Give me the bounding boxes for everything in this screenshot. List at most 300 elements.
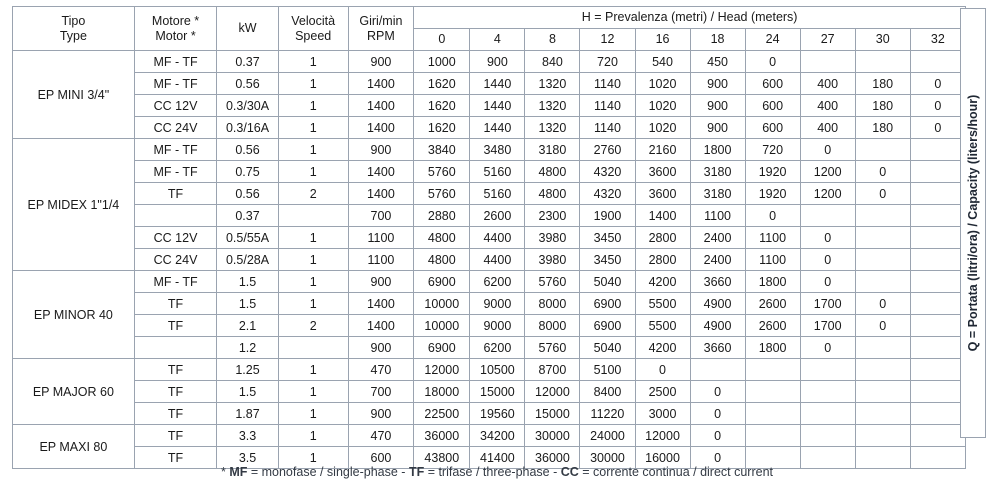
cell-rpm: 900 [348,337,414,359]
footnote-tf-text: = trifase / three-phase - [424,465,561,479]
cell-capacity [910,337,965,359]
cell-capacity: 4200 [635,337,690,359]
cell-capacity: 3000 [635,403,690,425]
cell-capacity [910,205,965,227]
table-row [13,117,966,139]
cell-capacity [855,425,910,447]
cell-motore: MF - TF [134,139,217,161]
cell-capacity: 3180 [525,139,580,161]
cell-capacity: 180 [855,117,910,139]
table-row [13,425,966,447]
cell-capacity: 34200 [470,425,525,447]
cell-capacity: 1900 [580,205,635,227]
cell-capacity [910,315,965,337]
cell-rpm: 1400 [348,117,414,139]
cell-capacity: 1700 [800,315,855,337]
cell-capacity: 1200 [800,161,855,183]
header-motore-en: Motor * [155,28,196,43]
cell-capacity: 840 [525,51,580,73]
cell-motore [134,337,217,359]
cell-kw: 1.2 [217,337,278,359]
header-head-18: 18 [690,29,745,51]
cell-capacity: 1020 [635,73,690,95]
cell-kw: 0.37 [217,205,278,227]
cell-motore: TF [134,359,217,381]
header-tipo-en: Type [59,28,87,43]
cell-capacity: 1620 [414,73,470,95]
cell-capacity: 3600 [635,183,690,205]
cell-kw: 2.1 [217,315,278,337]
cell-capacity: 19560 [470,403,525,425]
cell-capacity [855,271,910,293]
cell-rpm: 1400 [348,183,414,205]
cell-capacity: 0 [855,183,910,205]
model-name-cell: EP MIDEX 1"1/4 [13,139,135,271]
cell-capacity: 1200 [800,183,855,205]
cell-capacity: 3600 [635,161,690,183]
cell-capacity: 30000 [525,425,580,447]
table-row [13,293,966,315]
cell-capacity: 400 [800,117,855,139]
cell-capacity: 4800 [414,227,470,249]
cell-capacity: 0 [855,161,910,183]
table-row [13,381,966,403]
cell-capacity: 4800 [525,161,580,183]
cell-rpm: 1100 [348,227,414,249]
footnote-star: * [220,465,230,479]
cell-capacity: 1140 [580,73,635,95]
table-row [13,161,966,183]
cell-capacity: 2600 [470,205,525,227]
cell-capacity [910,161,965,183]
cell-capacity: 1100 [745,249,800,271]
cell-capacity [910,227,965,249]
header-kw: kW [217,7,278,51]
cell-vel: 1 [278,271,348,293]
cell-capacity: 1100 [690,205,745,227]
table-row [13,359,966,381]
cell-capacity [745,403,800,425]
cell-rpm: 600 [348,447,414,469]
cell-capacity: 3980 [525,227,580,249]
cell-rpm: 470 [348,359,414,381]
cell-rpm: 470 [348,425,414,447]
cell-kw: 0.5/55A [217,227,278,249]
cell-capacity: 16000 [635,447,690,469]
header-rpm-it: Giri/min [359,14,403,29]
header-head-4: 4 [470,29,525,51]
cell-capacity: 43800 [414,447,470,469]
cell-capacity: 0 [800,337,855,359]
cell-capacity: 6900 [580,293,635,315]
cell-capacity: 1920 [745,161,800,183]
cell-capacity: 6900 [414,271,470,293]
cell-capacity: 1320 [525,117,580,139]
cell-capacity: 1140 [580,117,635,139]
cell-kw: 0.56 [217,139,278,161]
cell-capacity: 5760 [414,161,470,183]
cell-capacity [855,381,910,403]
cell-capacity: 5500 [635,315,690,337]
cell-capacity: 4800 [414,249,470,271]
cell-capacity: 450 [690,51,745,73]
cell-capacity: 10500 [470,359,525,381]
cell-capacity: 5160 [470,183,525,205]
cell-capacity: 2400 [690,249,745,271]
header-tipo-it: Tipo [61,14,86,29]
cell-capacity: 18000 [414,381,470,403]
cell-capacity: 30000 [580,447,635,469]
cell-capacity [745,359,800,381]
cell-kw: 0.56 [217,73,278,95]
cell-capacity: 540 [635,51,690,73]
cell-capacity: 600 [745,95,800,117]
cell-capacity: 0 [635,359,690,381]
cell-capacity: 3980 [525,249,580,271]
table-row [13,249,966,271]
cell-kw: 1.5 [217,271,278,293]
cell-capacity: 1440 [470,73,525,95]
cell-capacity: 2160 [635,139,690,161]
table-header [13,7,966,51]
table-row [13,271,966,293]
cell-motore: TF [134,381,217,403]
cell-vel: 1 [278,359,348,381]
cell-rpm: 1400 [348,73,414,95]
cell-capacity [910,293,965,315]
cell-capacity: 4400 [470,249,525,271]
cell-vel: 1 [278,381,348,403]
cell-rpm: 900 [348,271,414,293]
cell-capacity: 1800 [745,271,800,293]
cell-capacity: 900 [690,73,745,95]
cell-capacity: 5100 [580,359,635,381]
cell-capacity: 0 [800,139,855,161]
footnote-mf: MF [229,465,248,479]
cell-vel: 1 [278,293,348,315]
cell-capacity: 22500 [414,403,470,425]
cell-capacity: 4900 [690,293,745,315]
cell-capacity: 8000 [525,293,580,315]
cell-capacity: 3660 [690,337,745,359]
header-head-27: 27 [800,29,855,51]
cell-capacity: 720 [745,139,800,161]
cell-vel: 1 [278,139,348,161]
cell-motore: TF [134,447,217,469]
cell-capacity: 3840 [414,139,470,161]
cell-vel: 1 [278,95,348,117]
cell-capacity: 6200 [470,337,525,359]
cell-capacity [910,425,965,447]
table-row [13,95,966,117]
cell-capacity: 600 [745,73,800,95]
cell-capacity [690,359,745,381]
cell-capacity: 3480 [470,139,525,161]
cell-kw: 1.25 [217,359,278,381]
cell-capacity: 36000 [414,425,470,447]
table-body [13,51,966,469]
cell-kw: 1.5 [217,381,278,403]
cell-capacity [910,271,965,293]
cell-capacity: 1000 [414,51,470,73]
cell-rpm: 1400 [348,95,414,117]
cell-capacity: 0 [855,315,910,337]
cell-capacity: 5040 [580,337,635,359]
cell-capacity: 0 [690,425,745,447]
header-head-32: 32 [910,29,965,51]
header-velocita [278,7,348,51]
cell-kw: 3.5 [217,447,278,469]
cell-vel: 1 [278,227,348,249]
cell-capacity [800,403,855,425]
table-row [13,337,966,359]
cell-rpm: 900 [348,51,414,73]
cell-rpm: 1400 [348,293,414,315]
cell-capacity: 0 [800,249,855,271]
cell-vel: 2 [278,183,348,205]
cell-kw: 0.56 [217,183,278,205]
cell-vel: 1 [278,51,348,73]
cell-capacity: 2800 [635,249,690,271]
model-name-cell: EP MINI 3/4" [13,51,135,139]
cell-capacity: 400 [800,73,855,95]
cell-capacity [910,183,965,205]
cell-capacity [910,381,965,403]
header-head-24: 24 [745,29,800,51]
cell-capacity: 1920 [745,183,800,205]
table-row [13,183,966,205]
cell-rpm: 1100 [348,249,414,271]
cell-rpm: 700 [348,205,414,227]
cell-vel: 1 [278,73,348,95]
cell-capacity: 3180 [690,161,745,183]
cell-capacity: 180 [855,73,910,95]
pump-performance-table [12,6,966,469]
cell-capacity [910,51,965,73]
cell-kw: 0.3/16A [217,117,278,139]
cell-capacity: 0 [855,293,910,315]
header-head-12: 12 [580,29,635,51]
cell-capacity: 6200 [470,271,525,293]
cell-capacity: 2500 [635,381,690,403]
cell-capacity: 0 [690,381,745,403]
cell-capacity: 5760 [414,183,470,205]
cell-capacity: 41400 [470,447,525,469]
cell-vel [278,205,348,227]
cell-capacity: 2800 [635,227,690,249]
cell-capacity: 15000 [525,403,580,425]
cell-rpm: 900 [348,139,414,161]
cell-vel: 1 [278,161,348,183]
cell-capacity: 1440 [470,117,525,139]
cell-capacity: 5760 [525,337,580,359]
cell-capacity: 1800 [745,337,800,359]
table-row [13,315,966,337]
cell-capacity: 1320 [525,95,580,117]
cell-capacity: 0 [690,447,745,469]
cell-capacity: 10000 [414,293,470,315]
cell-capacity [855,249,910,271]
header-velocita-en: Speed [295,28,332,43]
cell-capacity: 2600 [745,315,800,337]
cell-capacity: 0 [800,227,855,249]
cell-kw: 3.3 [217,425,278,447]
cell-kw: 1.87 [217,403,278,425]
cell-capacity [800,381,855,403]
header-head-30: 30 [855,29,910,51]
header-prevalenza: H = Prevalenza (metri) / Head (meters) [414,7,966,29]
cell-vel: 1 [278,425,348,447]
cell-kw: 0.75 [217,161,278,183]
cell-motore: MF - TF [134,271,217,293]
cell-capacity [800,205,855,227]
cell-capacity: 1620 [414,95,470,117]
cell-capacity: 36000 [525,447,580,469]
cell-capacity [910,403,965,425]
cell-rpm: 1400 [348,161,414,183]
cell-capacity: 4800 [525,183,580,205]
capacity-side-label [960,8,986,438]
table-row [13,227,966,249]
cell-capacity [800,425,855,447]
cell-capacity: 0 [910,73,965,95]
cell-capacity [855,337,910,359]
table-row [13,403,966,425]
cell-capacity [910,249,965,271]
cell-capacity: 0 [745,205,800,227]
cell-capacity: 15000 [470,381,525,403]
cell-rpm: 700 [348,381,414,403]
cell-capacity [855,205,910,227]
cell-capacity [800,359,855,381]
cell-capacity: 0 [910,117,965,139]
header-head-8: 8 [525,29,580,51]
cell-motore: CC 12V [134,95,217,117]
cell-capacity: 24000 [580,425,635,447]
cell-capacity: 5040 [580,271,635,293]
cell-kw: 1.5 [217,293,278,315]
cell-capacity: 5760 [525,271,580,293]
cell-motore: MF - TF [134,161,217,183]
cell-capacity [855,359,910,381]
header-head-0: 0 [414,29,470,51]
header-rpm [348,7,414,51]
cell-capacity: 12000 [414,359,470,381]
header-head-16: 16 [635,29,690,51]
cell-capacity: 5160 [470,161,525,183]
cell-capacity: 8000 [525,315,580,337]
cell-capacity: 720 [580,51,635,73]
cell-capacity: 0 [745,51,800,73]
capacity-side-label-text: Q = Portata (litri/ora) / Capacity (liters/hour) [966,94,980,352]
cell-capacity [910,359,965,381]
cell-capacity [855,403,910,425]
cell-vel: 1 [278,447,348,469]
cell-capacity: 600 [745,117,800,139]
footnote [0,465,994,479]
cell-capacity: 9000 [470,315,525,337]
cell-capacity: 4900 [690,315,745,337]
cell-capacity: 4400 [470,227,525,249]
cell-capacity: 6900 [414,337,470,359]
cell-capacity [745,425,800,447]
cell-motore: CC 12V [134,227,217,249]
cell-motore: TF [134,315,217,337]
footnote-mf-text: = monofase / single-phase - [247,465,409,479]
table-row [13,73,966,95]
cell-motore: TF [134,183,217,205]
cell-capacity: 8700 [525,359,580,381]
cell-capacity: 4200 [635,271,690,293]
cell-vel: 1 [278,117,348,139]
cell-capacity [855,51,910,73]
header-motore [134,7,217,51]
cell-vel: 1 [278,403,348,425]
cell-capacity: 3180 [690,183,745,205]
cell-capacity: 2400 [690,227,745,249]
cell-motore: TF [134,403,217,425]
cell-kw: 0.37 [217,51,278,73]
header-velocita-it: Velocità [291,14,336,29]
cell-capacity: 11220 [580,403,635,425]
footnote-cc: CC [560,465,579,479]
cell-capacity: 5500 [635,293,690,315]
cell-vel [278,337,348,359]
cell-capacity [855,227,910,249]
cell-capacity: 1440 [470,95,525,117]
cell-capacity: 1400 [635,205,690,227]
cell-capacity: 2600 [745,293,800,315]
cell-capacity: 0 [910,95,965,117]
model-name-cell: EP MAXI 80 [13,425,135,469]
cell-capacity: 2760 [580,139,635,161]
cell-vel: 2 [278,315,348,337]
cell-capacity: 400 [800,95,855,117]
header-tipo [13,7,135,51]
table-row [13,51,966,73]
cell-capacity: 2880 [414,205,470,227]
cell-capacity: 900 [470,51,525,73]
cell-vel: 1 [278,249,348,271]
cell-capacity: 2300 [525,205,580,227]
table-row [13,205,966,227]
cell-capacity: 12000 [635,425,690,447]
cell-capacity: 1620 [414,117,470,139]
cell-motore: TF [134,425,217,447]
cell-capacity: 3450 [580,249,635,271]
model-name-cell: EP MAJOR 60 [13,359,135,425]
cell-capacity: 900 [690,95,745,117]
cell-capacity: 0 [800,271,855,293]
cell-motore [134,205,217,227]
cell-motore: CC 24V [134,249,217,271]
cell-capacity: 1100 [745,227,800,249]
cell-capacity: 1140 [580,95,635,117]
footnote-tf: TF [408,465,425,479]
footnote-cc-text: = corrente continua / direct current [578,465,774,479]
table-row [13,139,966,161]
cell-motore: MF - TF [134,51,217,73]
cell-capacity: 1800 [690,139,745,161]
cell-capacity: 6900 [580,315,635,337]
cell-capacity: 3660 [690,271,745,293]
cell-rpm: 900 [348,403,414,425]
model-name-cell: EP MINOR 40 [13,271,135,359]
cell-capacity: 4320 [580,161,635,183]
cell-motore: MF - TF [134,73,217,95]
header-motore-it: Motore * [151,14,200,29]
cell-capacity: 10000 [414,315,470,337]
